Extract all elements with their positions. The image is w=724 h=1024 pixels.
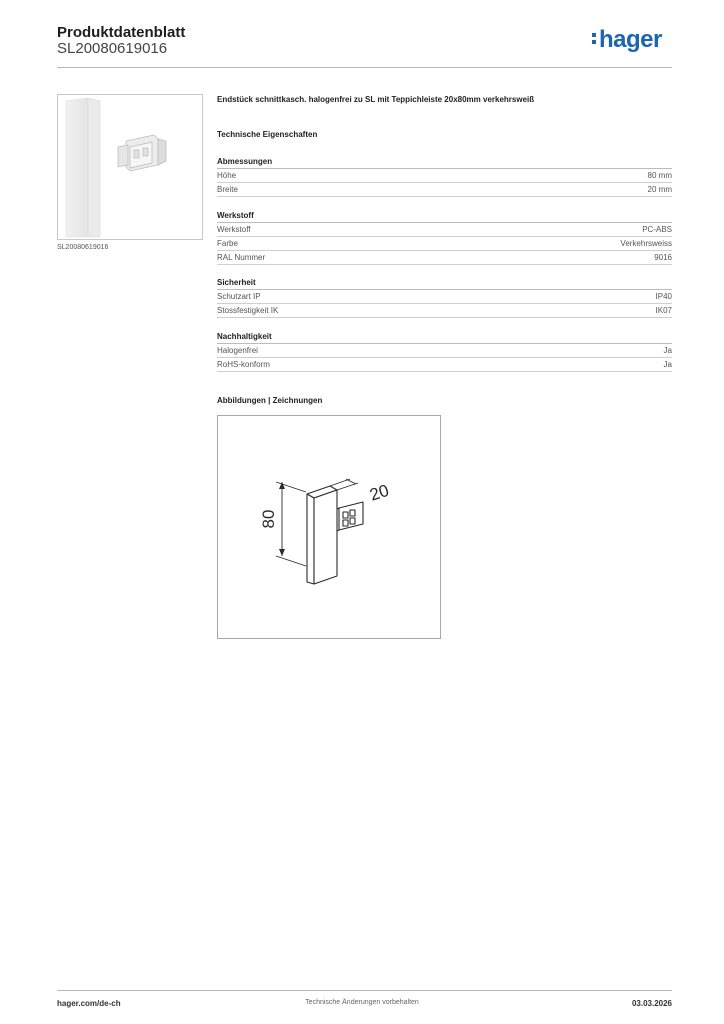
article-number: SL20080619016 — [57, 40, 168, 57]
page-title: Produktdatenblatt — [57, 24, 186, 41]
spec-row — [217, 251, 672, 265]
spec-row — [217, 237, 672, 251]
spec-label: Werkstoff — [217, 225, 251, 234]
spec-label: Höhe — [217, 171, 237, 180]
spec-value: 20 mm — [647, 185, 672, 194]
spec-label: RoHS-konform — [217, 360, 270, 369]
spec-group-title: Werkstoff — [217, 210, 672, 223]
spec-group-title: Abmessungen — [217, 156, 672, 169]
footer-website-link[interactable]: hager.com/de-ch — [57, 999, 121, 1008]
spec-group-dimensions — [217, 156, 672, 197]
spec-value: PC-ABS — [642, 225, 672, 234]
spec-value: 9016 — [654, 253, 672, 262]
header-divider — [57, 67, 672, 68]
spec-value: 80 mm — [647, 171, 672, 180]
product-photo-icon — [58, 95, 202, 239]
spec-label: Schutzart IP — [217, 292, 261, 301]
hager-logo — [592, 26, 662, 54]
spec-group-safety — [217, 277, 672, 318]
spec-row — [217, 344, 672, 358]
spec-value: Verkehrsweiss — [620, 239, 672, 248]
image-caption: SL20080619016 — [57, 244, 109, 251]
dimension-width-label: 20 — [367, 480, 392, 505]
dimension-height-label: 80 — [259, 509, 278, 529]
spec-group-title: Nachhaltigkeit — [217, 331, 672, 344]
footer-divider — [57, 990, 672, 991]
dimension-drawing-svg — [218, 416, 440, 638]
spec-row — [217, 169, 672, 183]
spec-label: Farbe — [217, 239, 238, 248]
spec-value: IP40 — [655, 292, 672, 301]
spec-value: Ja — [663, 346, 672, 355]
spec-label: Stossfestigkeit IK — [217, 306, 279, 315]
spec-group-material — [217, 210, 672, 265]
product-image — [57, 94, 203, 240]
logo-colon-icon — [592, 26, 597, 44]
spec-row — [217, 304, 672, 318]
spec-row — [217, 290, 672, 304]
footer-disclaimer: Technische Änderungen vorbehalten — [305, 999, 419, 1006]
spec-row — [217, 183, 672, 197]
spec-label: Halogenfrei — [217, 346, 258, 355]
spec-label: Breite — [217, 185, 238, 194]
spec-value: Ja — [663, 360, 672, 369]
dimension-drawing — [217, 415, 441, 639]
spec-row — [217, 223, 672, 237]
spec-value: IK07 — [655, 306, 672, 315]
spec-group-sustainability — [217, 331, 672, 372]
spec-row — [217, 358, 672, 372]
logo-text: hager — [599, 26, 662, 53]
technical-heading: Technische Eigenschaften — [217, 130, 318, 139]
spec-label: RAL Nummer — [217, 253, 266, 262]
product-description: Endstück schnittkasch. halogenfrei zu SL mit Teppichleiste 20x80mm verkehrsweiß — [217, 95, 535, 104]
footer-date: 03.03.2026 — [631, 999, 672, 1008]
spec-group-title: Sicherheit — [217, 277, 672, 290]
figures-heading: Abbildungen | Zeichnungen — [217, 396, 323, 405]
